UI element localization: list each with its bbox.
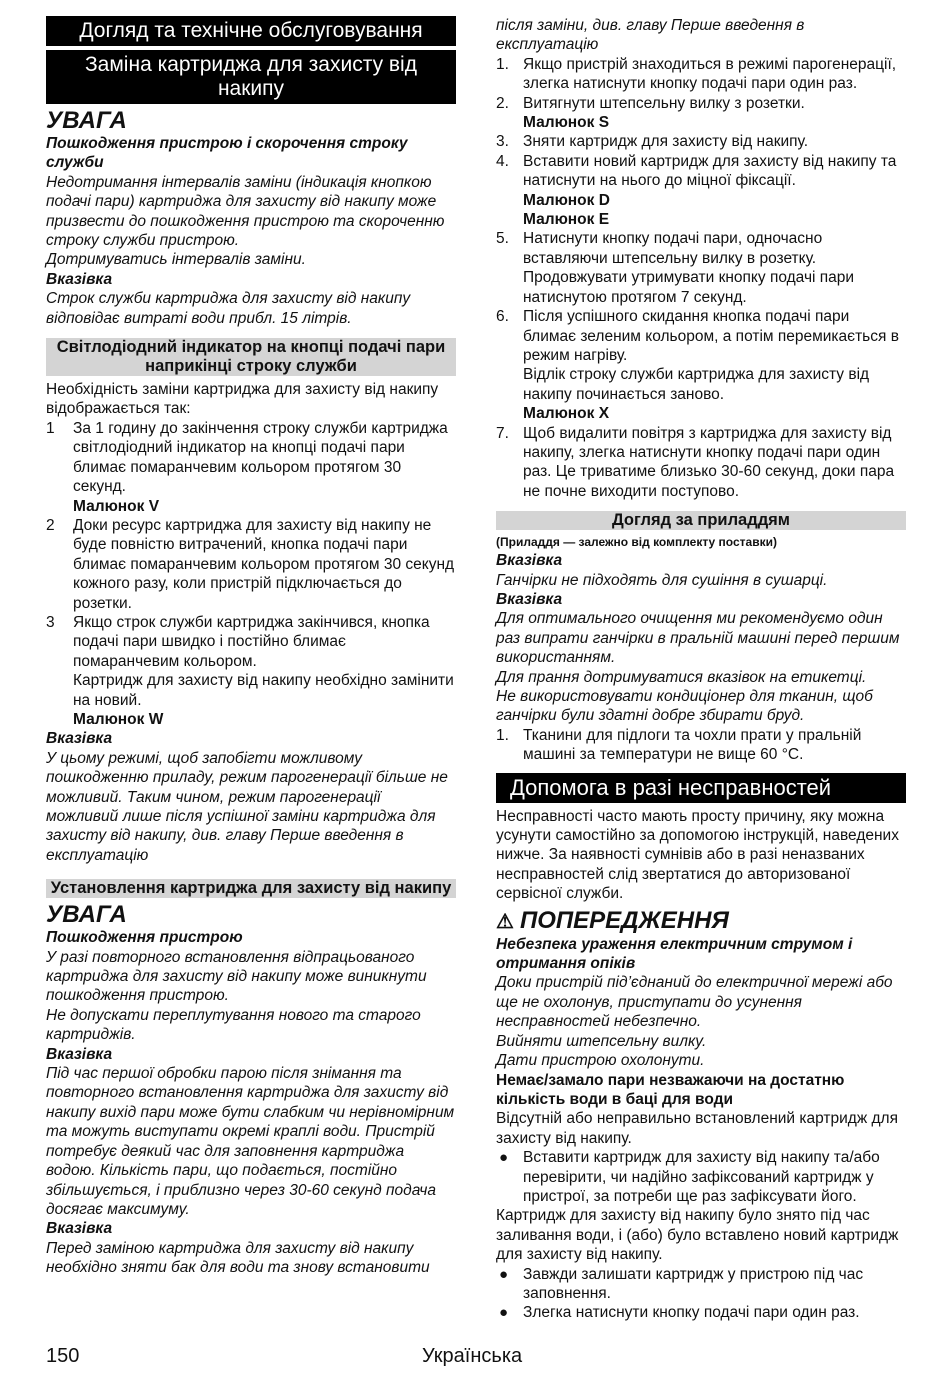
step-item [496, 424, 906, 502]
caution-subheading: Пошкодження пристрою [46, 929, 243, 947]
footer-language: Українська [422, 1345, 523, 1367]
note-text: Для оптимального очищення ми рекомендуємо один раз випрати ганчірки в пральній машині перед першим використанням. [496, 610, 900, 667]
step-number: 4. [496, 152, 509, 170]
list-item [46, 516, 456, 613]
bullet-icon: ● [499, 1304, 509, 1322]
bullet-icon: ● [499, 1265, 509, 1283]
right-column [496, 16, 906, 1323]
note-text: У цьому режимі, щоб запобігти можливому пошкодженню приладу, режим парогенерації більше не можливий. Таким чином, режим парогенерації можливий лише після успішної заміни картриджа для захисту від накипу, див. главу Перше введення в експлуатацію [46, 749, 448, 864]
section-title-troubleshooting: Допомога в разі несправностей [496, 773, 906, 803]
note-label: Вказівка [46, 270, 113, 288]
warning-text: Доки пристрій під’єднаний до електричної мережі або ще не охолонув, приступати до усунення несправностей небезпечно. [496, 974, 893, 1031]
list-number: 3 [46, 613, 55, 631]
figure-reference: Малюнок V [73, 497, 160, 515]
bullet-text: Вставити картридж для захисту від накипу та/або перевірити, чи надійно зафіксований картридж у пристрої, за потреби ще раз зафіксувати його. [523, 1149, 880, 1205]
subsection-accessory-care: Догляд за приладдям [496, 511, 906, 530]
list-item [46, 613, 456, 671]
note-text: Строк служби картриджа для захисту від накипу відповідає витраті води прибл. 15 літрів. [46, 290, 411, 327]
list-number: 1 [46, 419, 55, 437]
step-number: 6. [496, 308, 509, 326]
list-number: 2 [46, 516, 55, 534]
list-continuation: Картридж для захисту від накипу необхідно замінити на новий. [73, 672, 454, 709]
note-label: Вказівка [46, 1220, 113, 1238]
bullet-item [496, 1148, 906, 1206]
step-number: 7. [496, 424, 509, 442]
list-text: Якщо строк служби картриджа закінчився, кнопка подачі пари швидко і постійно блимає помаранчевим кольором. [73, 613, 430, 670]
step-text: Якщо пристрій знаходиться в режимі парогенерації, злегка натиснути кнопку подачі пари один раз. [523, 55, 897, 93]
note-label: Вказівка [46, 730, 113, 748]
note-text: Перед заміною картриджа для захисту від накипу необхідно зняти бак для води та знову встановити [46, 1239, 430, 1277]
problem-heading: Немає/замало пари незважаючи на достатню кількість води в баці для води [496, 1071, 845, 1108]
step-text: Вставити новий картридж для захисту від накипу та натиснути на нього до міцної фіксації. [523, 152, 897, 190]
bullet-text: Завжди залишати картридж у пристрою під час заповнення. [523, 1265, 864, 1302]
bullet-text: Злегка натиснути кнопку подачі пари один раз. [523, 1304, 860, 1322]
warning-triangle-icon: ⚠ [496, 910, 514, 933]
figure-reference: Малюнок S [523, 114, 610, 132]
warning-text: Дати пристрою охолонути. [496, 1052, 705, 1070]
list-text: Доки ресурс картриджа для захисту від накипу не буде повністю витрачений, кнопка подачі пари блимає помаранчевим кольором протягом 30 секунд кожного разу, коли пристрій підключається до розетки. [73, 516, 455, 612]
step-number: 5. [496, 230, 509, 248]
step-text: Натиснути кнопку подачі пари, одночасно вставляючи штепсельну вилку в розетку. Продовжувати утримувати кнопку подачі пари натиснутою протягом 7 секунд. [523, 230, 855, 306]
step-text: Витягнути штепсельну вилку з розетки. [523, 94, 805, 112]
step-item [496, 132, 906, 151]
paragraph: Необхідність заміни картриджа для захисту від накипу відображається так: [46, 381, 439, 418]
note-label: Вказівка [496, 590, 563, 608]
note-label: Вказівка [496, 552, 563, 570]
caution-subheading: Пошкодження пристрою і скорочення строку служби [46, 135, 408, 172]
figure-reference: Малюнок W [73, 710, 164, 728]
left-column [46, 16, 456, 1278]
step-text: Після успішного скидання кнопка подачі пари блимає зеленим кольором, а потім перемикається в режим нагріву. [523, 308, 899, 364]
section-title-maintenance: Догляд та технічне обслуговування [46, 16, 456, 46]
caution-heading: УВАГА [46, 901, 127, 929]
note-text: Ганчірки не підходять для сушіння в сушарці. [496, 571, 828, 589]
warning-heading [496, 908, 906, 935]
figure-reference: Малюнок E [523, 211, 610, 229]
bullet-item [496, 1303, 906, 1322]
step-continuation: Відлік строку служби картриджа для захисту від накипу починається заново. [523, 366, 870, 403]
warning-subheading: Небезпека ураження електричним струмом і отримання опіків [496, 935, 853, 973]
step-number: 1. [496, 726, 509, 744]
subsection-install-cartridge: Установлення картриджа для захисту від накипу [46, 879, 456, 898]
list-text: За 1 годину до закінчення строку служби картриджа світлодіодний індикатор на кнопці подачі пари блимає помаранчевим кольором протягом 30 секунд. [73, 419, 448, 496]
step-item [496, 229, 906, 307]
note-text: Не використовувати кондиціонер для тканин, щоб ганчірки були здатні добре збирати бруд. [496, 688, 873, 725]
step-text: Щоб видалити повітря з картриджа для захисту від накипу, злегка натиснути кнопку подачі пари один раз. Це триватиме близько 30-60 секунд, доки пара не почне виходити поступово. [523, 424, 895, 500]
step-number: 2. [496, 94, 509, 112]
bullet-icon: ● [499, 1149, 509, 1167]
step-number: 3. [496, 133, 509, 151]
step-item [496, 152, 906, 191]
caution-heading: УВАГА [46, 107, 127, 134]
caution-text: У разі повторного встановлення відпрацьованого картриджа для захисту від накипу може виникнути пошкодження пристрою. [46, 948, 427, 1005]
section-title-cartridge-replacement: Заміна картриджа для захисту від накипу [46, 50, 456, 104]
paragraph: Відсутній або неправильно встановлений картридж для захисту від накипу. [496, 1110, 898, 1147]
step-number: 1. [496, 55, 509, 73]
figure-reference: Малюнок D [523, 191, 610, 209]
note-text: Під час першої обробки парою після знімання та повторного встановлення картриджа для захисту від накипу вихід пари може бути слабким чи нерівномірним та можуть виступати окремі краплі води. Пристрій потребує деякий час для заповнення картриджа водою. Кількість пари, що подається, постійно збільшується, і приблизно через 30-60 секунд подача досягає максимуму. [46, 1065, 455, 1218]
step-text: Тканини для підлоги та чохли прати у пральній машині за температури не вище 60 °C. [523, 726, 862, 764]
figure-reference: Малюнок X [523, 405, 610, 423]
step-item [496, 307, 906, 365]
step-item [496, 726, 906, 765]
caution-text: Не допускати переплутування нового та старого картриджів. [46, 1006, 421, 1044]
caution-text: Недотримання інтервалів заміни (індикація кнопкою подачі пари) картриджа для захисту від накипу може призвести до пошкодження пристрою та скороченню строку служби пристрою. [46, 173, 445, 250]
accessory-remark: (Приладдя — залежно від комплекту поставки) [496, 535, 777, 550]
paragraph: Картридж для захисту від накипу було знято під час заливання води, і (або) було вставлено новий картридж для захисту від накипу. [496, 1207, 899, 1264]
step-text: Зняти картридж для захисту від накипу. [523, 133, 809, 151]
warning-title: ПОПЕРЕДЖЕННЯ [519, 906, 729, 934]
note-text: Для прання дотримуватися вказівок на етикетці. [496, 668, 867, 686]
subsection-led-indicator: Світлодіодний індикатор на кнопці подачі пари наприкінці строку служби [46, 338, 456, 376]
step-item [496, 55, 906, 94]
note-continuation: після заміни, див. главу Перше введення в експлуатацію [496, 17, 805, 54]
warning-text: Вийняти штепсельну вилку. [496, 1032, 707, 1050]
caution-text: Дотримуватись інтервалів заміни. [46, 251, 306, 269]
paragraph: Несправності часто мають просту причину, яку можна усунути самостійно за допомогою інструкцій, наведених нижче. За наявності сумнівів або в разі неназваних несправностей слід звертатися до авторизованої сервісної служби. [496, 807, 899, 903]
bullet-item [496, 1265, 906, 1304]
step-item [496, 94, 906, 113]
page-number: 150 [46, 1345, 80, 1367]
list-item [46, 419, 456, 497]
note-label: Вказівка [46, 1045, 113, 1063]
